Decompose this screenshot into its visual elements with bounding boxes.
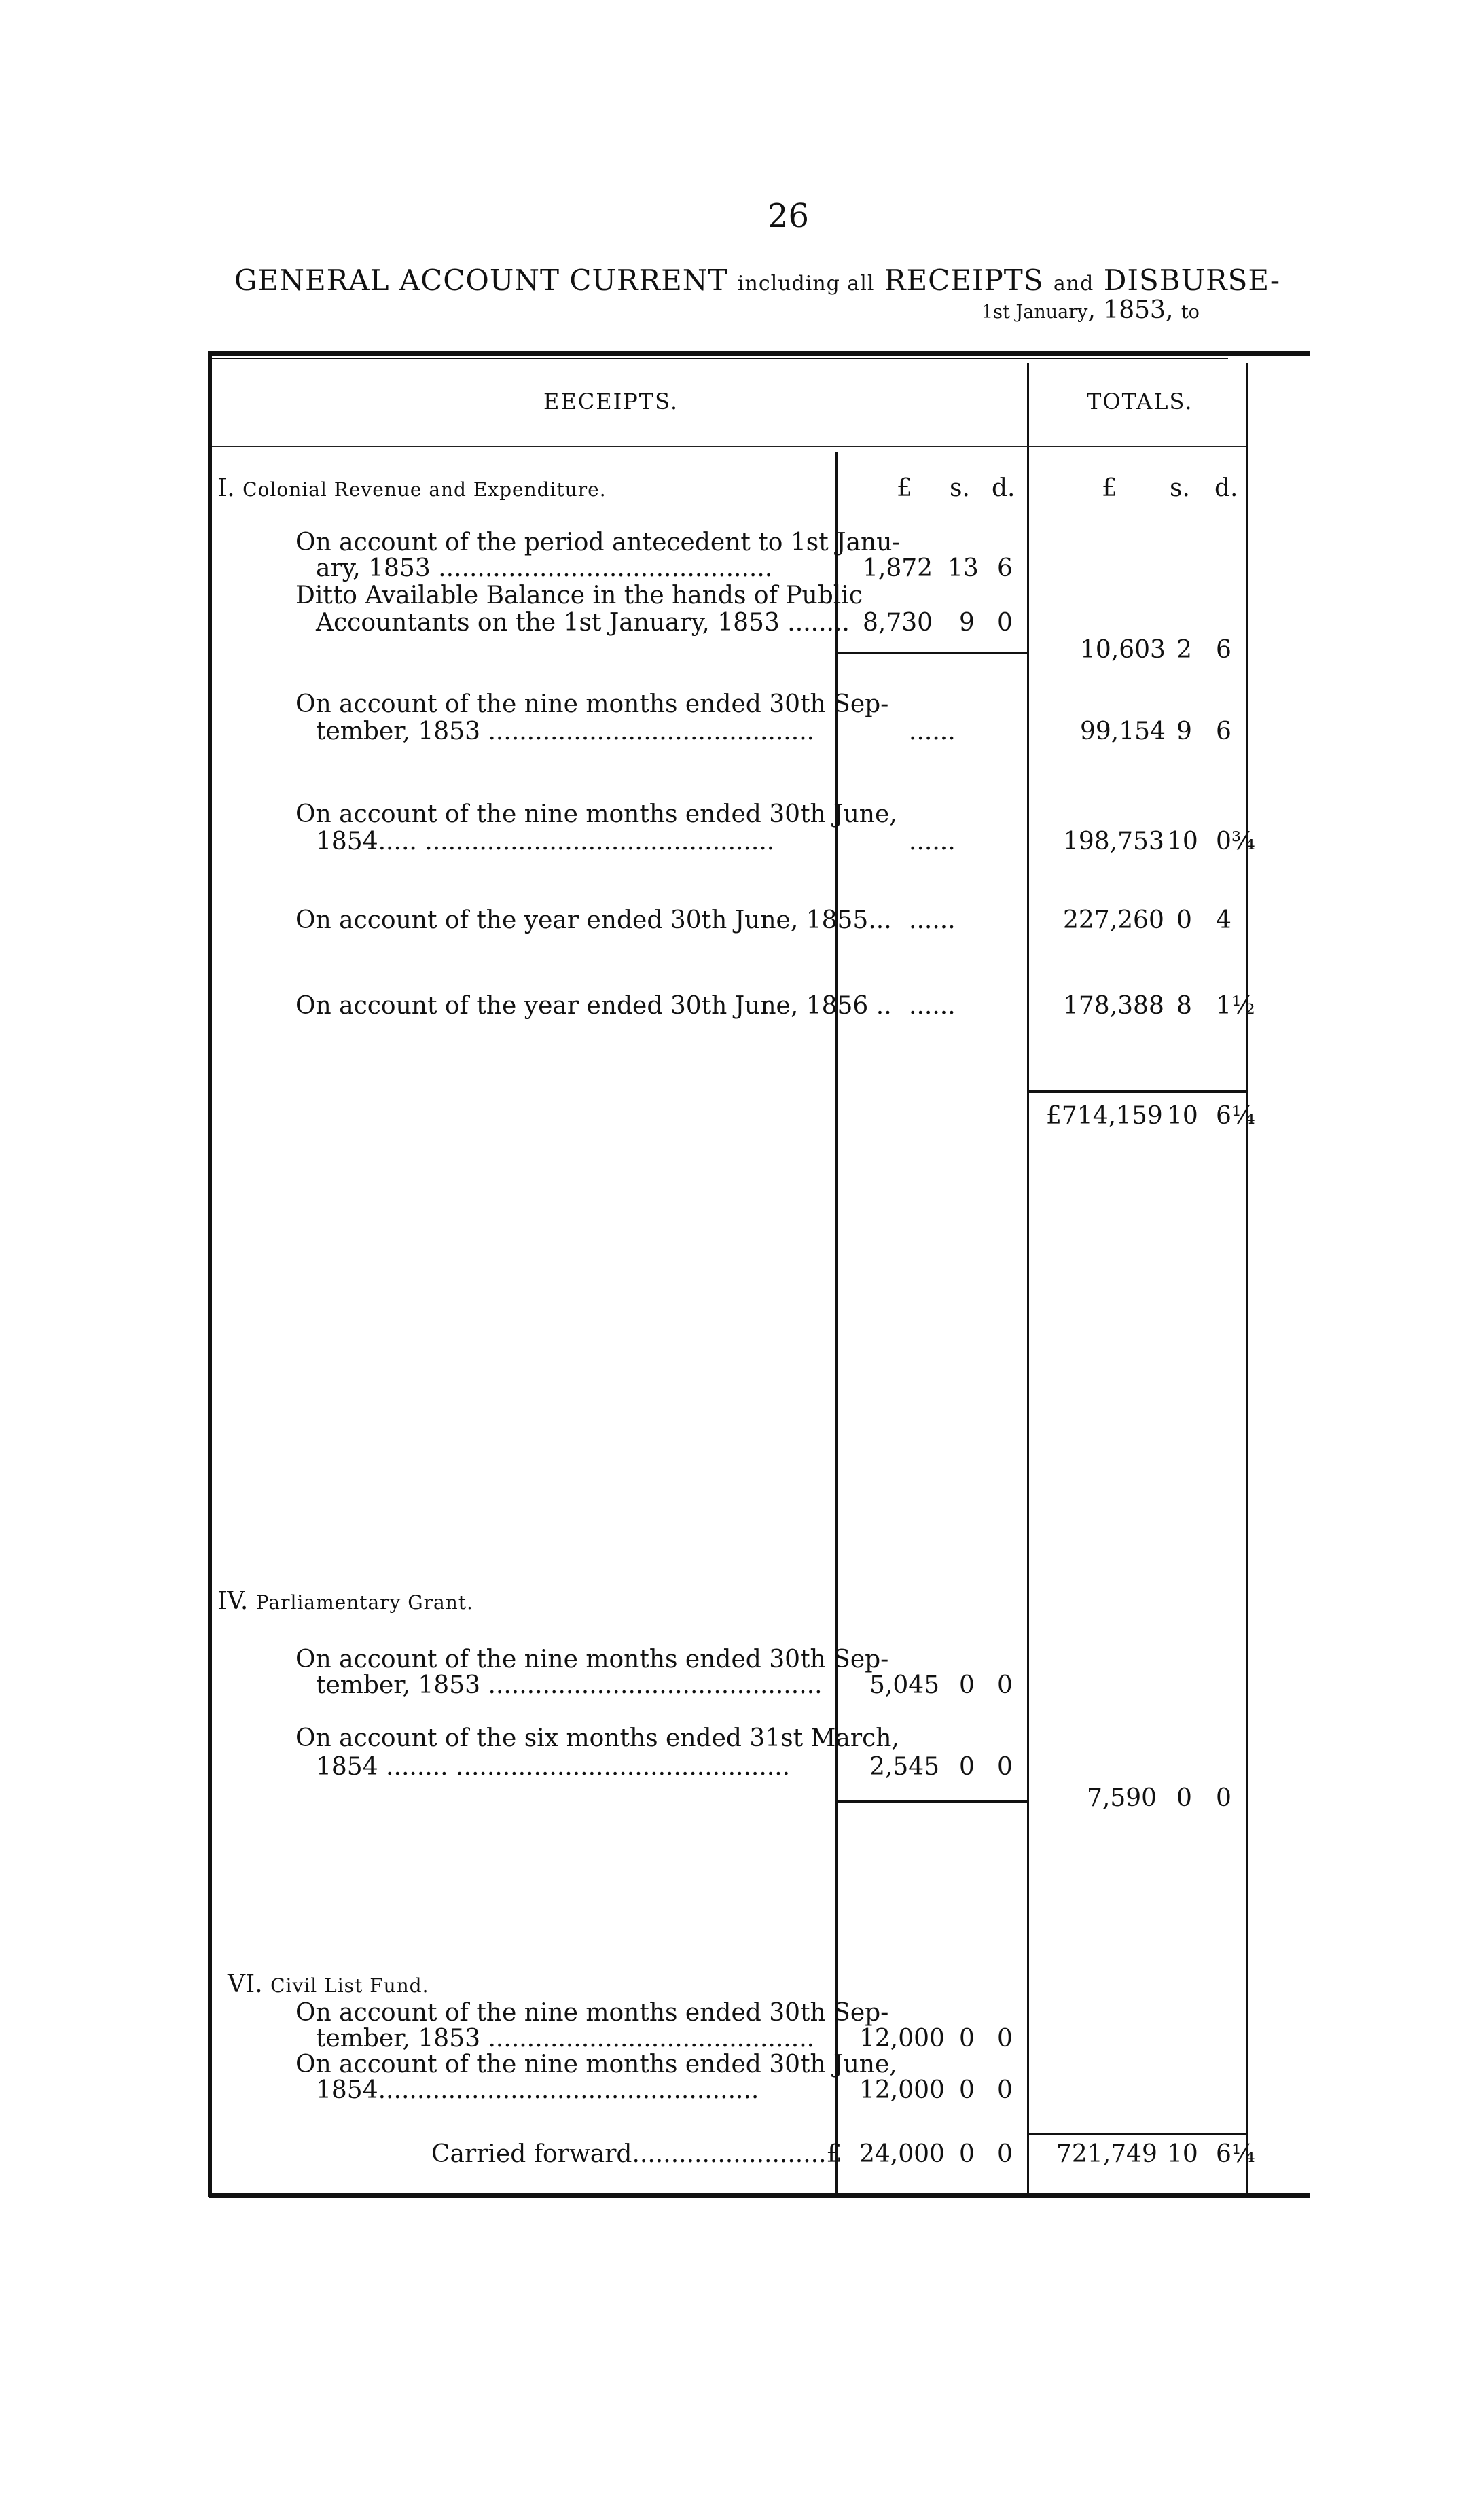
pound-header: £ [897,474,912,502]
total-pence: 1½ [1216,992,1255,1020]
row-text: On account of the year ended 30th June, 1855... [295,906,892,934]
leader-dots: ...... [909,906,956,934]
pence-header: d. [992,474,1015,502]
amount-shillings: 13 [948,554,979,582]
total-pounds: 178,388 [1063,992,1164,1020]
total-pounds: 99,154 [1080,717,1166,745]
receipts-column-header: EECEIPTS. [543,389,679,414]
total-shillings: 9 [1176,717,1192,745]
subtitle-part: 1st January [982,302,1088,323]
row-text: On account of the nine months ended 30th Sep- [295,1646,889,1673]
title-part: and [1053,272,1094,296]
total-pounds: 198,753 [1063,828,1164,855]
total-pounds: 10,603 [1080,636,1166,664]
row-text: On account of the nine months ended 30th Sep- [295,1999,889,2027]
sum-rule [1027,1090,1248,1093]
row-text: On account of the nine months ended 30th June, [295,2051,897,2078]
row-text: Accountants on the 1st January, 1853 ........ [316,609,850,637]
amount-pounds: 12,000 [859,2076,945,2104]
leader-dots: ...... [909,828,956,855]
total-pence: 4 [1216,906,1231,934]
page-subtitle [982,296,1200,324]
header-divider [212,446,1246,447]
section-title: Civil List Fund. [270,1974,429,1997]
amount-pence: 6 [997,554,1013,582]
carried-forward-total-shillings: 10 [1167,2140,1198,2168]
amount-shillings: 0 [959,1671,975,1699]
row-text: tember, 1853 .......................................... [316,2025,815,2053]
total-pence: 6 [1216,717,1231,745]
pence-header: d. [1214,474,1238,502]
section-numeral: IV. [217,1587,256,1615]
total-shillings: 2 [1176,636,1192,664]
row-text: On account of the nine months ended 30th June, [295,800,897,828]
carried-forward-label: Carried forward.........................£ [431,2140,842,2168]
leader-dots: ...... [909,992,956,1020]
row-text: 1854..... ............................................. [316,828,775,855]
pound-header: £ [1102,474,1117,502]
page-title [234,264,1280,297]
amount-pence: 0 [997,609,1013,637]
amount-pounds: 8,730 [863,609,933,637]
row-text: On account of the nine months ended 30th Sep- [295,690,889,718]
amount-shillings: 0 [959,2076,975,2104]
row-text: ary, 1853 ........................................... [316,554,773,582]
amount-pence: 0 [997,1753,1013,1781]
total-pence: 6 [1216,636,1231,664]
title-part: RECEIPTS [874,264,1054,297]
total-pounds: 7,590 [1087,1784,1157,1812]
subtitle-part: , 1853, [1087,296,1181,324]
row-text: tember, 1853 ........................................... [316,1671,823,1699]
grand-total-pence: 6¼ [1216,1102,1255,1130]
section-numeral: I. [217,474,243,502]
total-pence: 0 [1216,1784,1231,1812]
shillings-header: s. [1170,474,1190,502]
amount-pounds: 12,000 [859,2025,945,2053]
amount-shillings: 0 [959,2025,975,2053]
column-divider [1027,363,1029,2195]
carried-forward-shillings: 0 [959,2140,975,2168]
amount-pence: 0 [997,2025,1013,2053]
totals-column-header: TOTALS. [1087,389,1193,414]
amount-shillings: 9 [959,609,975,637]
row-text: 1854 ........ ........................................... [316,1753,791,1781]
total-shillings: 8 [1176,992,1192,1020]
total-pounds: 227,260 [1063,906,1164,934]
title-part: including all [737,272,875,296]
carried-forward-pence: 0 [997,2140,1013,2168]
total-shillings: 0 [1176,906,1192,934]
row-text: 1854................................................. [316,2076,759,2104]
table-top-rule-thin [209,358,1228,359]
section-title: Parliamentary Grant. [255,1591,473,1614]
row-text: On account of the six months ended 31st March, [295,1724,899,1752]
page-number: 26 [768,197,810,235]
section-heading [217,1587,473,1615]
amount-pence: 0 [997,2076,1013,2104]
column-divider [1246,363,1248,2195]
grand-total-pounds: £714,159 [1046,1102,1163,1130]
row-text: Ditto Available Balance in the hands of Public [295,582,863,609]
table-top-rule [209,351,1310,356]
amount-pence: 0 [997,1671,1013,1699]
subtitle-part: to [1181,302,1200,323]
total-shillings: 10 [1167,828,1198,855]
table-bottom-rule [209,2193,1310,2198]
carried-forward-total-pence: 6¼ [1216,2140,1255,2168]
amount-pounds: 1,872 [863,554,933,582]
title-part: DISBURSE- [1094,264,1281,297]
sum-rule [837,1800,1027,1803]
carried-forward-pounds: 24,000 [859,2140,945,2168]
total-shillings: 0 [1176,1784,1192,1812]
title-part: GENERAL ACCOUNT CURRENT [234,264,738,297]
table-left-border [208,351,212,2197]
leader-dots: ...... [909,717,956,745]
amount-pounds: 2,545 [869,1753,940,1781]
carried-forward-total-pounds: 721,749 [1056,2140,1157,2168]
row-text: On account of the period antecedent to 1st Janu- [295,529,901,556]
grand-total-shillings: 10 [1167,1102,1198,1130]
amount-shillings: 0 [959,1753,975,1781]
section-heading [228,1970,429,1998]
amount-pounds: 5,045 [869,1671,940,1699]
sum-rule [1027,2133,1248,2135]
section-heading [217,474,607,502]
total-pence: 0¾ [1216,828,1255,855]
section-numeral: VI. [228,1970,271,1998]
shillings-header: s. [950,474,970,502]
sum-rule [837,652,1027,654]
section-title: Colonial Revenue and Expenditure. [242,478,607,501]
row-text: On account of the year ended 30th June, 1856 .. [295,992,892,1020]
row-text: tember, 1853 .......................................... [316,717,815,745]
